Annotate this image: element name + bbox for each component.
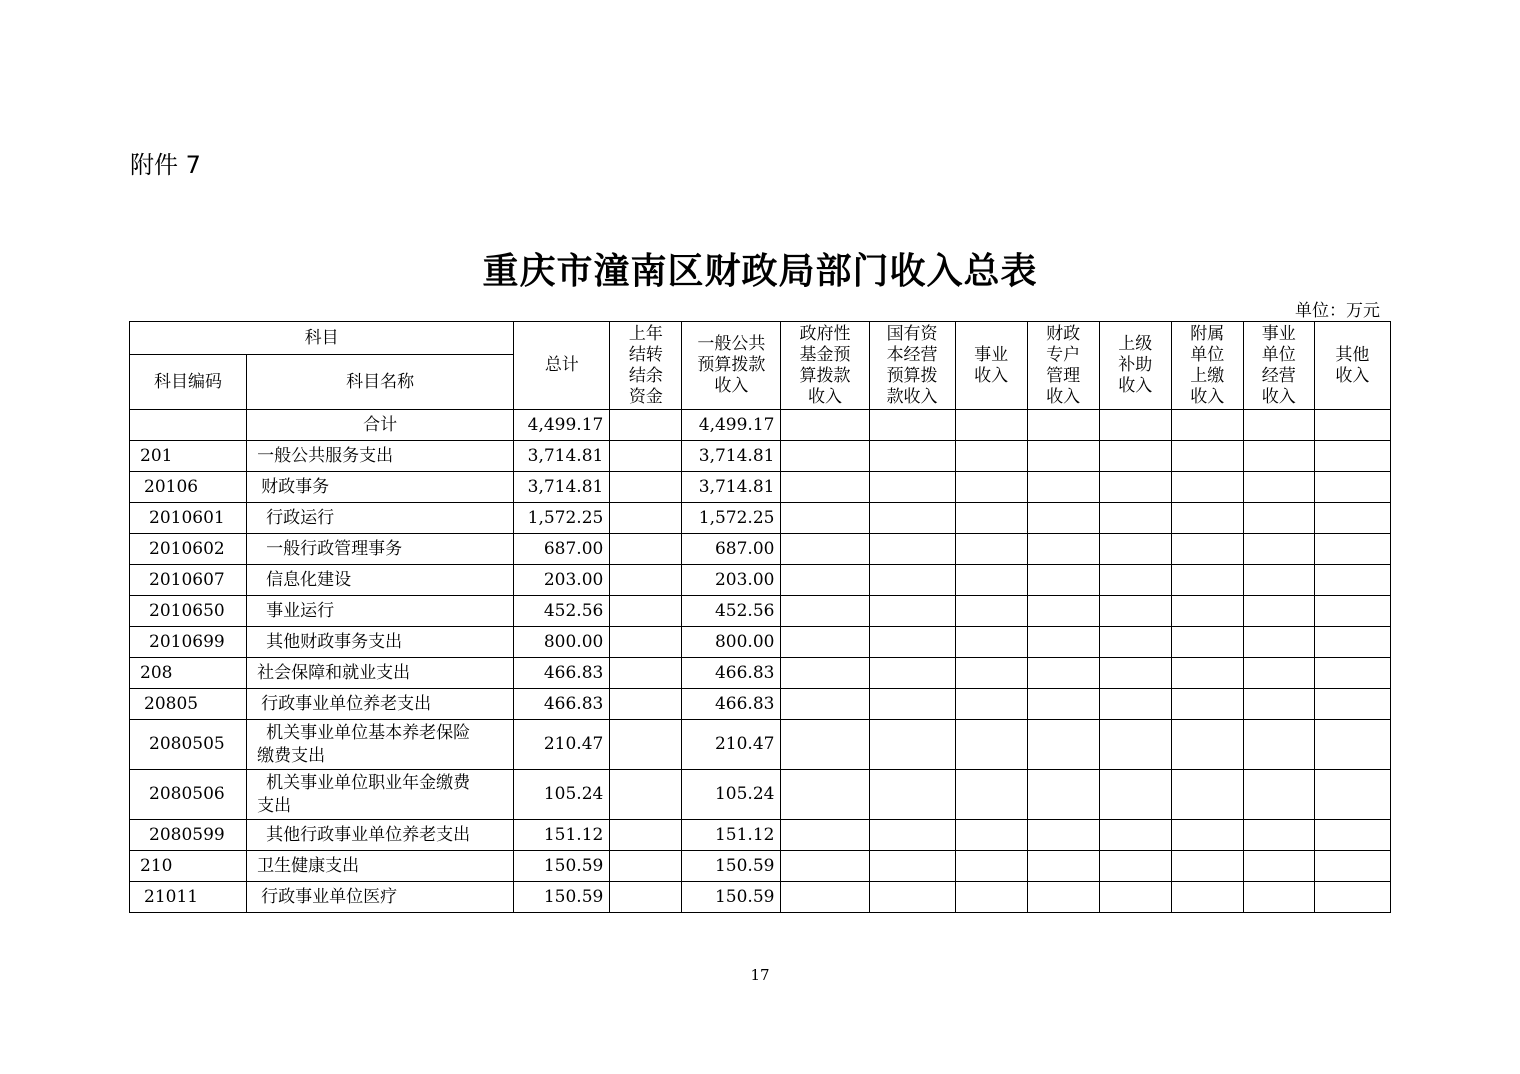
general-budget-cell: 150.59 xyxy=(682,882,781,913)
empty-cell xyxy=(1027,565,1099,596)
empty-cell xyxy=(1171,534,1243,565)
subject-name-cell: 机关事业单位职业年金缴费 支出 xyxy=(247,770,514,820)
subject-code-cell: 2080505 xyxy=(130,720,247,770)
table-row xyxy=(130,770,1391,820)
table-row xyxy=(130,596,1391,627)
general-budget-cell: 466.83 xyxy=(682,689,781,720)
empty-cell xyxy=(1171,503,1243,534)
empty-cell xyxy=(955,565,1027,596)
subject-code-cell: 2010607 xyxy=(130,565,247,596)
empty-cell xyxy=(781,565,869,596)
empty-cell xyxy=(781,882,869,913)
total-cell: 151.12 xyxy=(514,820,610,851)
empty-cell xyxy=(869,851,955,882)
table-row xyxy=(130,410,1391,441)
empty-cell xyxy=(1099,565,1171,596)
empty-cell xyxy=(1099,503,1171,534)
empty-cell xyxy=(1243,658,1314,689)
empty-cell xyxy=(781,410,869,441)
subject-name-cell: 社会保障和就业支出 xyxy=(247,658,514,689)
empty-cell xyxy=(955,820,1027,851)
empty-cell xyxy=(869,627,955,658)
empty-cell xyxy=(1314,534,1390,565)
empty-cell xyxy=(1243,851,1314,882)
empty-cell xyxy=(1099,472,1171,503)
empty-cell xyxy=(1027,882,1099,913)
general-budget-cell: 210.47 xyxy=(682,720,781,770)
empty-cell xyxy=(781,658,869,689)
empty-cell xyxy=(869,565,955,596)
empty-cell xyxy=(869,720,955,770)
empty-cell xyxy=(781,720,869,770)
general-budget-cell: 151.12 xyxy=(682,820,781,851)
empty-cell xyxy=(1314,820,1390,851)
subject-name-cell: 卫生健康支出 xyxy=(247,851,514,882)
empty-cell xyxy=(1171,596,1243,627)
empty-cell xyxy=(781,503,869,534)
empty-cell xyxy=(781,627,869,658)
header-other-income: 其他 收入 xyxy=(1314,322,1390,410)
empty-cell xyxy=(1243,689,1314,720)
carryover-cell xyxy=(610,627,682,658)
table-row xyxy=(130,565,1391,596)
general-budget-cell: 3,714.81 xyxy=(682,441,781,472)
empty-cell xyxy=(1099,770,1171,820)
total-cell: 3,714.81 xyxy=(514,472,610,503)
empty-cell xyxy=(955,882,1027,913)
empty-cell xyxy=(1099,534,1171,565)
subject-name-cell: 行政事业单位养老支出 xyxy=(247,689,514,720)
header-total: 总计 xyxy=(514,322,610,410)
empty-cell xyxy=(955,658,1027,689)
table-row xyxy=(130,534,1391,565)
empty-cell xyxy=(1314,596,1390,627)
empty-cell xyxy=(1314,627,1390,658)
empty-cell xyxy=(1027,503,1099,534)
header-carryover: 上年 结转 结余 资金 xyxy=(610,322,682,410)
general-budget-cell: 452.56 xyxy=(682,596,781,627)
empty-cell xyxy=(1171,627,1243,658)
carryover-cell xyxy=(610,720,682,770)
table-row xyxy=(130,627,1391,658)
empty-cell xyxy=(1027,658,1099,689)
subject-name-cell: 一般行政管理事务 xyxy=(247,534,514,565)
empty-cell xyxy=(1243,503,1314,534)
subject-code-cell xyxy=(130,410,247,441)
table-row xyxy=(130,658,1391,689)
empty-cell xyxy=(955,627,1027,658)
subject-code-cell: 2010699 xyxy=(130,627,247,658)
empty-cell xyxy=(1027,770,1099,820)
subject-code-cell: 21011 xyxy=(130,882,247,913)
empty-cell xyxy=(781,472,869,503)
empty-cell xyxy=(869,658,955,689)
empty-cell xyxy=(869,410,955,441)
empty-cell xyxy=(1243,720,1314,770)
empty-cell xyxy=(1314,658,1390,689)
header-operating-income: 事业 单位 经营 收入 xyxy=(1243,322,1314,410)
header-affiliated-units: 附属 单位 上缴 收入 xyxy=(1171,322,1243,410)
empty-cell xyxy=(869,882,955,913)
empty-cell xyxy=(1243,534,1314,565)
carryover-cell xyxy=(610,820,682,851)
carryover-cell xyxy=(610,410,682,441)
empty-cell xyxy=(955,441,1027,472)
attachment-label: 附件 7 xyxy=(130,151,201,179)
empty-cell xyxy=(955,770,1027,820)
empty-cell xyxy=(1171,565,1243,596)
empty-cell xyxy=(1171,720,1243,770)
empty-cell xyxy=(955,689,1027,720)
carryover-cell xyxy=(610,534,682,565)
empty-cell xyxy=(1027,689,1099,720)
table-row xyxy=(130,882,1391,913)
subject-name-cell: 其他财政事务支出 xyxy=(247,627,514,658)
general-budget-cell: 3,714.81 xyxy=(682,472,781,503)
empty-cell xyxy=(1099,820,1171,851)
table-row xyxy=(130,720,1391,770)
carryover-cell xyxy=(610,882,682,913)
empty-cell xyxy=(1027,820,1099,851)
total-cell: 150.59 xyxy=(514,851,610,882)
subject-code-cell: 2010650 xyxy=(130,596,247,627)
carryover-cell xyxy=(610,565,682,596)
empty-cell xyxy=(869,472,955,503)
empty-cell xyxy=(1243,410,1314,441)
empty-cell xyxy=(869,689,955,720)
empty-cell xyxy=(781,534,869,565)
empty-cell xyxy=(955,503,1027,534)
total-cell: 210.47 xyxy=(514,720,610,770)
empty-cell xyxy=(781,770,869,820)
general-budget-cell: 150.59 xyxy=(682,851,781,882)
empty-cell xyxy=(781,820,869,851)
general-budget-cell: 105.24 xyxy=(682,770,781,820)
empty-cell xyxy=(1027,627,1099,658)
subject-name-cell: 事业运行 xyxy=(247,596,514,627)
empty-cell xyxy=(1314,565,1390,596)
empty-cell xyxy=(1099,441,1171,472)
subject-name-cell: 行政运行 xyxy=(247,503,514,534)
header-subject-name: 科目名称 xyxy=(247,355,514,410)
subject-code-cell: 210 xyxy=(130,851,247,882)
empty-cell xyxy=(1099,658,1171,689)
empty-cell xyxy=(869,820,955,851)
subject-name-cell: 机关事业单位基本养老保险 缴费支出 xyxy=(247,720,514,770)
table-row xyxy=(130,820,1391,851)
header-business-income: 事业 收入 xyxy=(955,322,1027,410)
table-row xyxy=(130,503,1391,534)
empty-cell xyxy=(1099,720,1171,770)
empty-cell xyxy=(1171,851,1243,882)
empty-cell xyxy=(1243,565,1314,596)
empty-cell xyxy=(1027,596,1099,627)
empty-cell xyxy=(1243,770,1314,820)
empty-cell xyxy=(1171,882,1243,913)
unit-label: 单位：万元 xyxy=(1295,301,1380,321)
empty-cell xyxy=(781,596,869,627)
empty-cell xyxy=(869,596,955,627)
empty-cell xyxy=(1099,851,1171,882)
total-cell: 3,714.81 xyxy=(514,441,610,472)
subject-code-cell: 2080599 xyxy=(130,820,247,851)
page-title: 重庆市潼南区财政局部门收入总表 xyxy=(482,251,1038,292)
empty-cell xyxy=(1027,534,1099,565)
empty-cell xyxy=(1314,410,1390,441)
table-row xyxy=(130,851,1391,882)
empty-cell xyxy=(1171,658,1243,689)
empty-cell xyxy=(1027,851,1099,882)
empty-cell xyxy=(1099,596,1171,627)
table-header xyxy=(130,322,1391,410)
subject-code-cell: 208 xyxy=(130,658,247,689)
total-cell: 466.83 xyxy=(514,658,610,689)
empty-cell xyxy=(1027,410,1099,441)
empty-cell xyxy=(1099,689,1171,720)
empty-cell xyxy=(1314,689,1390,720)
header-state-capital: 国有资 本经营 预算拨 款收入 xyxy=(869,322,955,410)
empty-cell xyxy=(869,441,955,472)
total-cell: 150.59 xyxy=(514,882,610,913)
total-cell: 687.00 xyxy=(514,534,610,565)
empty-cell xyxy=(869,503,955,534)
carryover-cell xyxy=(610,851,682,882)
empty-cell xyxy=(781,441,869,472)
header-gov-fund: 政府性 基金预 算拨款 收入 xyxy=(781,322,869,410)
empty-cell xyxy=(1243,441,1314,472)
subject-code-cell: 201 xyxy=(130,441,247,472)
empty-cell xyxy=(1099,882,1171,913)
table-row xyxy=(130,472,1391,503)
empty-cell xyxy=(869,534,955,565)
total-cell: 452.56 xyxy=(514,596,610,627)
page-number: 17 xyxy=(750,966,770,984)
empty-cell xyxy=(955,410,1027,441)
empty-cell xyxy=(1171,441,1243,472)
empty-cell xyxy=(1099,410,1171,441)
header-superior-subsidy: 上级 补助 收入 xyxy=(1099,322,1171,410)
carryover-cell xyxy=(610,596,682,627)
empty-cell xyxy=(955,851,1027,882)
table-row xyxy=(130,689,1391,720)
empty-cell xyxy=(1243,472,1314,503)
empty-cell xyxy=(1171,410,1243,441)
subject-code-cell: 20106 xyxy=(130,472,247,503)
empty-cell xyxy=(1314,441,1390,472)
empty-cell xyxy=(1171,689,1243,720)
subject-code-cell: 2080506 xyxy=(130,770,247,820)
empty-cell xyxy=(1027,441,1099,472)
empty-cell xyxy=(955,596,1027,627)
empty-cell xyxy=(1314,882,1390,913)
subject-name-cell: 行政事业单位医疗 xyxy=(247,882,514,913)
carryover-cell xyxy=(610,770,682,820)
total-cell: 105.24 xyxy=(514,770,610,820)
carryover-cell xyxy=(610,658,682,689)
empty-cell xyxy=(869,770,955,820)
total-cell: 203.00 xyxy=(514,565,610,596)
empty-cell xyxy=(1243,820,1314,851)
subject-code-cell: 2010602 xyxy=(130,534,247,565)
empty-cell xyxy=(1243,596,1314,627)
header-special-account: 财政 专户 管理 收入 xyxy=(1027,322,1099,410)
carryover-cell xyxy=(610,441,682,472)
total-cell: 800.00 xyxy=(514,627,610,658)
subject-code-cell: 20805 xyxy=(130,689,247,720)
subject-code-cell: 2010601 xyxy=(130,503,247,534)
empty-cell xyxy=(955,534,1027,565)
subject-name-cell: 合计 xyxy=(247,410,514,441)
subject-name-cell: 一般公共服务支出 xyxy=(247,441,514,472)
total-cell: 1,572.25 xyxy=(514,503,610,534)
empty-cell xyxy=(1171,770,1243,820)
general-budget-cell: 203.00 xyxy=(682,565,781,596)
empty-cell xyxy=(781,689,869,720)
empty-cell xyxy=(1314,472,1390,503)
empty-cell xyxy=(1314,503,1390,534)
total-cell: 466.83 xyxy=(514,689,610,720)
table-body xyxy=(130,410,1391,913)
general-budget-cell: 4,499.17 xyxy=(682,410,781,441)
total-cell: 4,499.17 xyxy=(514,410,610,441)
revenue-table xyxy=(129,321,1391,913)
empty-cell xyxy=(1314,720,1390,770)
subject-name-cell: 信息化建设 xyxy=(247,565,514,596)
header-subject-group: 科目 xyxy=(130,322,514,355)
general-budget-cell: 1,572.25 xyxy=(682,503,781,534)
table-row xyxy=(130,441,1391,472)
empty-cell xyxy=(1099,627,1171,658)
header-subject-code: 科目编码 xyxy=(130,355,247,410)
general-budget-cell: 687.00 xyxy=(682,534,781,565)
subject-name-cell: 财政事务 xyxy=(247,472,514,503)
empty-cell xyxy=(1027,472,1099,503)
empty-cell xyxy=(1171,820,1243,851)
empty-cell xyxy=(955,720,1027,770)
carryover-cell xyxy=(610,689,682,720)
general-budget-cell: 800.00 xyxy=(682,627,781,658)
empty-cell xyxy=(1243,882,1314,913)
subject-name-cell: 其他行政事业单位养老支出 xyxy=(247,820,514,851)
empty-cell xyxy=(1314,851,1390,882)
empty-cell xyxy=(955,472,1027,503)
general-budget-cell: 466.83 xyxy=(682,658,781,689)
carryover-cell xyxy=(610,472,682,503)
empty-cell xyxy=(1027,720,1099,770)
empty-cell xyxy=(781,851,869,882)
carryover-cell xyxy=(610,503,682,534)
empty-cell xyxy=(1314,770,1390,820)
empty-cell xyxy=(1171,472,1243,503)
empty-cell xyxy=(1243,627,1314,658)
header-general-budget: 一般公共 预算拨款 收入 xyxy=(682,322,781,410)
